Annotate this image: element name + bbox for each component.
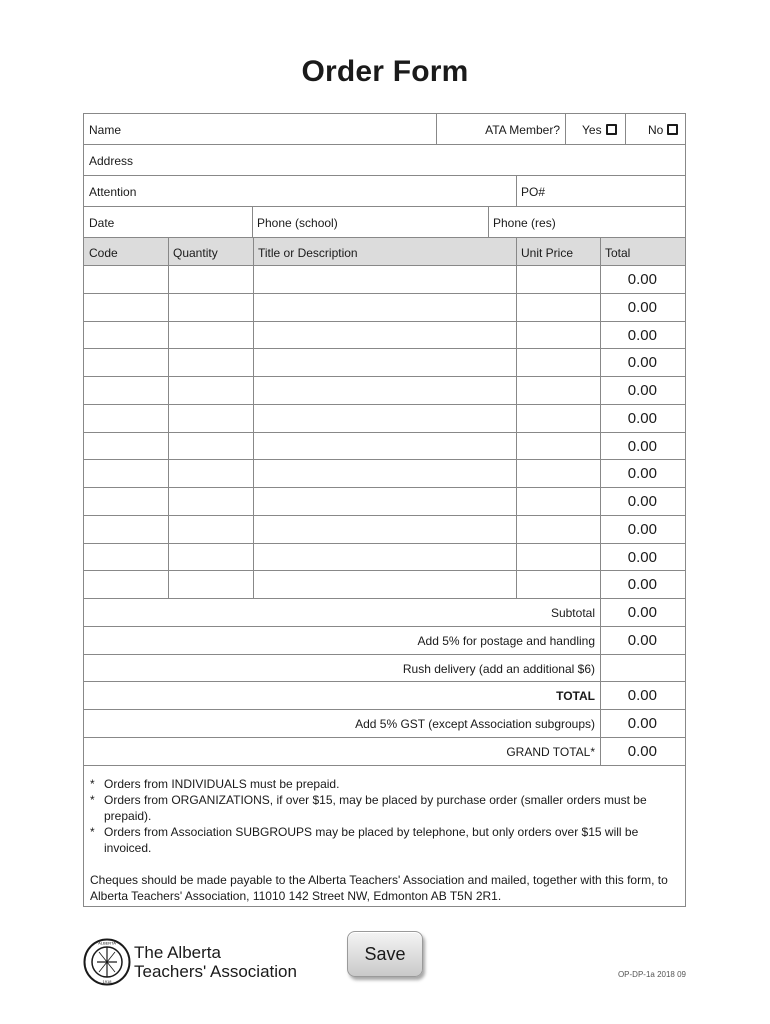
table-row [84, 266, 685, 294]
row-total-value: 0.00 [627, 520, 657, 538]
summary-value: 0.00 [627, 715, 657, 732]
summary-row [84, 710, 685, 738]
summary-label: Add 5% for postage and handling [417, 633, 595, 648]
summary-value-cell[interactable] [600, 599, 685, 626]
page-title: Order Form [301, 55, 469, 88]
table-row [84, 294, 685, 322]
phone-school-field[interactable] [252, 207, 488, 237]
table-header [84, 238, 685, 266]
total-cell[interactable] [600, 488, 685, 515]
row-total-value: 0.00 [627, 548, 657, 566]
address-label: Address [89, 154, 134, 168]
code-cell[interactable] [84, 488, 168, 515]
title-cell[interactable] [253, 433, 516, 460]
logo-wordmark [134, 943, 297, 981]
note-item [90, 824, 677, 856]
total-cell[interactable] [600, 544, 685, 571]
summary-value: 0.00 [627, 742, 657, 760]
quantity-cell[interactable] [168, 322, 253, 349]
title-cell[interactable] [253, 516, 516, 543]
col-code: Code [89, 246, 118, 260]
code-cell[interactable] [84, 516, 168, 543]
row-total-value: 0.00 [627, 465, 657, 483]
summary-value-cell[interactable] [600, 627, 685, 654]
unit-price-cell[interactable] [516, 516, 600, 543]
code-cell[interactable] [84, 544, 168, 571]
total-cell[interactable] [600, 266, 685, 293]
note-item [90, 776, 677, 792]
table-row [84, 516, 685, 544]
title-cell[interactable] [253, 571, 516, 598]
summary-row [84, 655, 685, 683]
yes-option[interactable] [565, 114, 625, 144]
total-cell[interactable] [600, 322, 685, 349]
summary-row [84, 682, 685, 710]
po-label: PO# [521, 185, 546, 199]
table-row [84, 433, 685, 461]
logo-line-1: The Alberta [134, 943, 221, 962]
row-total-value: 0.00 [627, 493, 657, 510]
table-row [84, 571, 685, 599]
row-total-value: 0.00 [627, 298, 657, 316]
quantity-cell[interactable] [168, 544, 253, 571]
unit-price-cell[interactable] [516, 488, 600, 515]
total-cell[interactable] [600, 433, 685, 460]
table-row [84, 544, 685, 572]
quantity-cell[interactable] [168, 460, 253, 487]
unit-price-cell[interactable] [516, 405, 600, 432]
total-cell[interactable] [600, 377, 685, 404]
note-text: Orders from INDIVIDUALS must be prepaid. [104, 777, 340, 791]
code-cell[interactable] [84, 377, 168, 404]
quantity-cell[interactable] [168, 516, 253, 543]
unit-price-cell[interactable] [516, 349, 600, 376]
no-option[interactable] [625, 114, 685, 144]
date-row [84, 207, 685, 238]
note-item [90, 792, 677, 824]
total-cell[interactable] [600, 516, 685, 543]
code-cell[interactable] [84, 349, 168, 376]
no-checkbox[interactable] [667, 124, 678, 135]
seal-top-text: ALBERTA [98, 940, 116, 946]
table-row [84, 488, 685, 516]
row-total-value: 0.00 [627, 271, 657, 288]
logo-line-2: Teachers' Association [134, 962, 297, 981]
attention-field[interactable] [84, 176, 516, 206]
code-cell[interactable] [84, 266, 168, 293]
unit-price-cell[interactable] [516, 571, 600, 598]
phone-res-field[interactable] [488, 207, 685, 237]
table-row [84, 322, 685, 350]
row-total-value: 0.00 [627, 576, 657, 594]
note-text: Orders from ORGANIZATIONS, if over $15, may be placed by purchase order (smaller orders must be prepaid). [104, 793, 647, 823]
quantity-cell[interactable] [168, 433, 253, 460]
attention-label: Attention [89, 185, 137, 199]
address-row [84, 145, 685, 176]
row-total-value: 0.00 [627, 326, 657, 344]
note-bullet: * [90, 777, 95, 791]
unit-price-cell[interactable] [516, 294, 600, 321]
total-cell[interactable] [600, 460, 685, 487]
order-form [83, 113, 686, 907]
summary-label: Add 5% GST (except Association subgroups) [355, 717, 595, 731]
cheques-note: Cheques should be made payable to the Alberta Teachers' Association and mailed, together with this form, to Alberta Teachers' Association, 11010 142 Street NW, Edmonton AB T5N 2R1. [90, 873, 668, 903]
name-label: Name [89, 123, 122, 137]
col-unit-price: Unit Price [521, 246, 574, 260]
title-cell[interactable] [253, 544, 516, 571]
attention-row [84, 176, 685, 207]
title-cell[interactable] [253, 488, 516, 515]
total-cell[interactable] [600, 571, 685, 598]
title-cell[interactable] [253, 294, 516, 321]
phone-school-label: Phone (school) [257, 216, 338, 230]
summary-value: 0.00 [627, 687, 657, 705]
summary-row [84, 627, 685, 655]
form-code: OP-DP-1a 2018 09 [617, 970, 686, 979]
total-cell[interactable] [600, 349, 685, 376]
unit-price-cell[interactable] [516, 433, 600, 460]
code-cell[interactable] [84, 571, 168, 598]
name-row [84, 114, 685, 145]
summary-value: 0.00 [627, 604, 657, 621]
quantity-cell[interactable] [168, 266, 253, 293]
summary-label: GRAND TOTAL* [506, 744, 595, 759]
total-cell[interactable] [600, 405, 685, 432]
po-field[interactable] [516, 176, 685, 206]
col-quantity: Quantity [173, 246, 218, 260]
unit-price-cell[interactable] [516, 377, 600, 404]
code-cell[interactable] [84, 294, 168, 321]
note-bullet: * [90, 793, 95, 807]
unit-price-cell[interactable] [516, 544, 600, 571]
summary-label: Rush delivery (add an additional $6) [402, 661, 595, 676]
code-cell[interactable] [84, 322, 168, 349]
title-cell[interactable] [253, 349, 516, 376]
quantity-cell[interactable] [168, 488, 253, 515]
summary-row [84, 738, 685, 766]
row-total-value: 0.00 [627, 354, 657, 372]
summary-label: Subtotal [550, 606, 595, 620]
table-row [84, 460, 685, 488]
yes-checkbox[interactable] [606, 124, 617, 135]
title-cell[interactable] [253, 460, 516, 487]
summary-value-cell[interactable] [600, 710, 685, 737]
note-text: Orders from Association SUBGROUPS may be placed by telephone, but only orders over $15 will be invoiced. [104, 825, 639, 855]
title-cell[interactable] [253, 405, 516, 432]
code-cell[interactable] [84, 405, 168, 432]
unit-price-cell[interactable] [516, 460, 600, 487]
quantity-cell[interactable] [168, 405, 253, 432]
seal-bottom-text: 1918 [102, 979, 112, 984]
unit-price-cell[interactable] [516, 322, 600, 349]
unit-price-cell[interactable] [516, 266, 600, 293]
row-total-value: 0.00 [627, 437, 657, 455]
title-cell[interactable] [253, 322, 516, 349]
total-cell[interactable] [600, 294, 685, 321]
title-cell[interactable] [253, 377, 516, 404]
ata-member-label: ATA Member? [485, 123, 560, 137]
table-row [84, 349, 685, 377]
save-button[interactable]: Save [347, 931, 423, 977]
date-label: Date [89, 216, 115, 230]
phone-res-label: Phone (res) [493, 216, 556, 230]
ata-logo [83, 938, 323, 986]
code-cell[interactable] [84, 460, 168, 487]
summary-value-cell[interactable] [600, 738, 685, 765]
row-total-value: 0.00 [627, 382, 657, 399]
col-title: Title or Description [258, 246, 358, 260]
note-bullet: * [90, 825, 95, 839]
summary-value-cell[interactable] [600, 682, 685, 709]
summary-value-cell[interactable] [600, 655, 685, 682]
date-field[interactable] [84, 207, 252, 237]
summary-row [84, 599, 685, 627]
table-row [84, 377, 685, 405]
quantity-cell[interactable] [168, 571, 253, 598]
quantity-cell[interactable] [168, 377, 253, 404]
quantity-cell[interactable] [168, 294, 253, 321]
quantity-cell[interactable] [168, 349, 253, 376]
summary-label: TOTAL [556, 689, 595, 704]
col-total: Total [605, 246, 631, 260]
table-row [84, 405, 685, 433]
ata-seal-icon [83, 938, 131, 986]
row-total-value: 0.00 [627, 409, 657, 427]
address-field[interactable] [84, 145, 685, 175]
title-cell[interactable] [253, 266, 516, 293]
name-field[interactable] [84, 114, 436, 144]
summary-value: 0.00 [627, 631, 657, 649]
no-label: No [648, 123, 664, 137]
notes-section [84, 768, 685, 904]
yes-label: Yes [582, 123, 602, 137]
code-cell[interactable] [84, 433, 168, 460]
